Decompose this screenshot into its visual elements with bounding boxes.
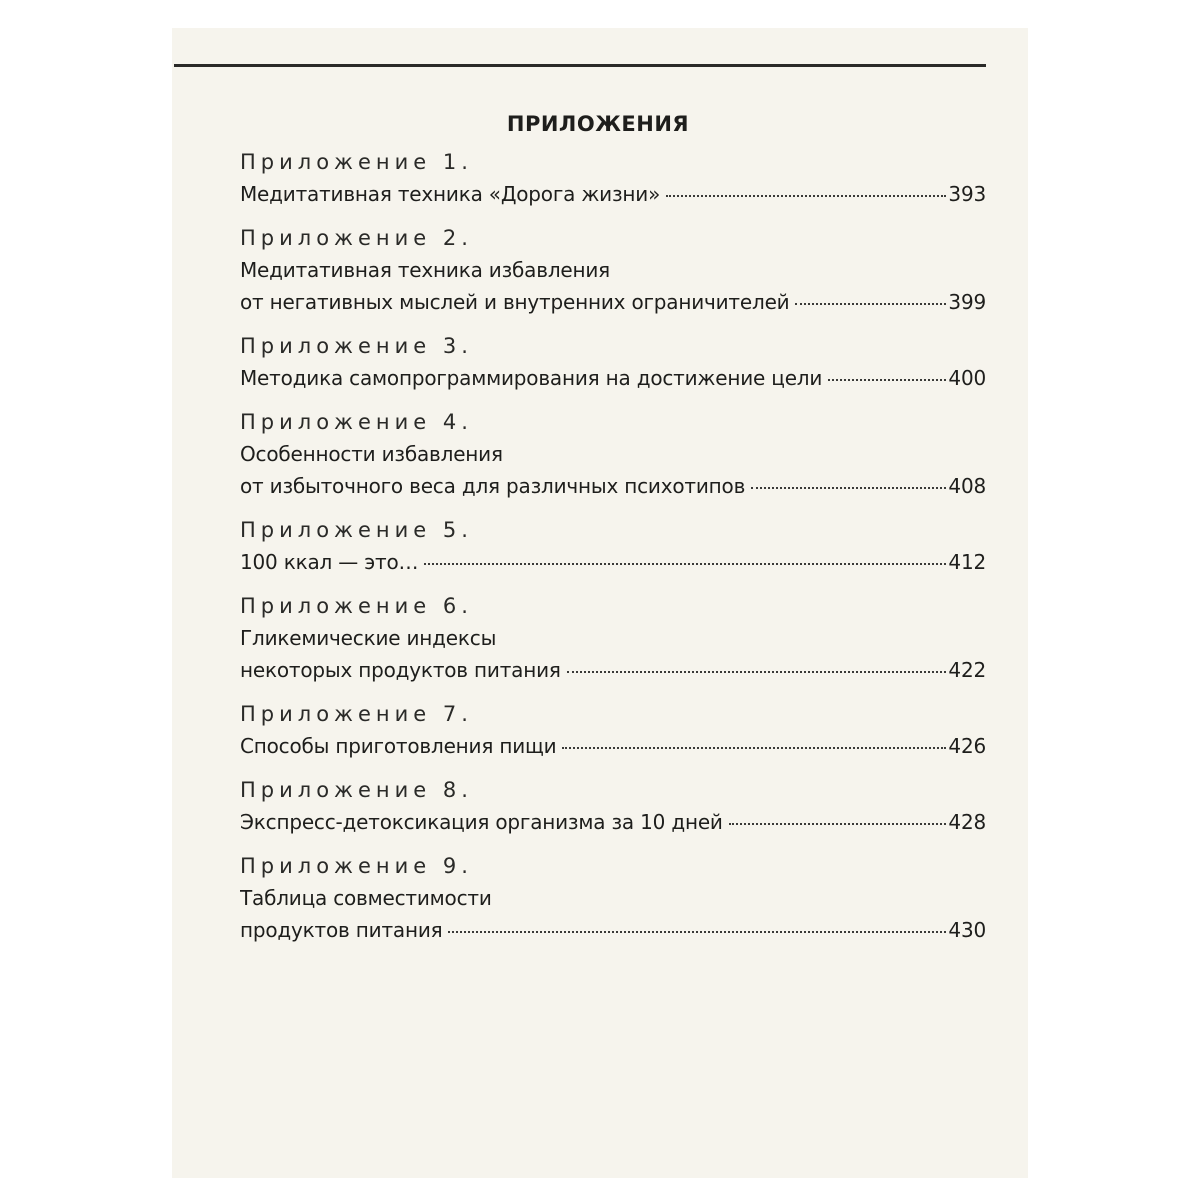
page-number: 399 <box>948 290 986 314</box>
toc-entry-9 <box>240 850 986 946</box>
dot-leader <box>567 671 947 673</box>
page-number: 412 <box>948 550 986 574</box>
entry-label: Приложение 9. <box>240 854 473 878</box>
dot-leader <box>828 379 946 381</box>
dot-leader <box>729 823 947 825</box>
page-number: 422 <box>948 658 986 682</box>
page-number: 393 <box>948 182 986 206</box>
entry-title: продуктов питания <box>240 918 443 942</box>
page-number: 426 <box>948 734 986 758</box>
toc-entry-1 <box>240 146 986 210</box>
toc-entry-6 <box>240 590 986 686</box>
entry-label: Приложение 1. <box>240 150 473 174</box>
toc-entry-2 <box>240 222 986 318</box>
entry-title-line <box>240 730 986 762</box>
entry-label: Приложение 5. <box>240 518 473 542</box>
entry-title: Способы приготовления пищи <box>240 734 557 758</box>
entry-title: от избыточного веса для различных психотипов <box>240 474 746 498</box>
entry-title-line: Гликемические индексы <box>240 626 497 650</box>
entry-title-line <box>240 362 986 394</box>
entry-title-line <box>240 806 986 838</box>
dot-leader <box>795 303 946 305</box>
entry-title-line: Медитативная техника избавления <box>240 258 611 282</box>
entry-label: Приложение 2. <box>240 226 473 250</box>
entry-label: Приложение 6. <box>240 594 473 618</box>
entry-title-line <box>240 546 986 578</box>
toc-content <box>240 108 986 946</box>
top-rule <box>174 64 986 67</box>
entry-label: Приложение 8. <box>240 778 473 802</box>
dot-leader <box>424 563 946 565</box>
dot-leader <box>448 931 946 933</box>
toc-entry-8 <box>240 774 986 838</box>
dot-leader <box>562 747 946 749</box>
entry-title: Экспресс-детоксикация организма за 10 дней <box>240 810 723 834</box>
dot-leader <box>751 487 946 489</box>
toc-entry-4 <box>240 406 986 502</box>
entry-title: 100 ккал — это… <box>240 550 419 574</box>
entry-label: Приложение 7. <box>240 702 473 726</box>
entry-title-line: Особенности избавления <box>240 442 503 466</box>
entry-title-line <box>240 178 986 210</box>
entry-title-line <box>240 470 986 502</box>
section-heading: ПРИЛОЖЕНИЯ <box>506 112 690 136</box>
page-number: 400 <box>948 366 986 390</box>
entry-title: некоторых продуктов питания <box>240 658 561 682</box>
entry-label: Приложение 4. <box>240 410 473 434</box>
entry-title: Медитативная техника «Дорога жизни» <box>240 182 661 206</box>
page-number: 428 <box>948 810 986 834</box>
page-number: 408 <box>948 474 986 498</box>
entry-title-line <box>240 914 986 946</box>
entry-label: Приложение 3. <box>240 334 473 358</box>
toc-entry-3 <box>240 330 986 394</box>
entry-title-line: Таблица совместимости <box>240 886 492 910</box>
entry-title: Методика самопрограммирования на достижение цели <box>240 366 823 390</box>
entry-title-line <box>240 286 986 318</box>
entry-title-line <box>240 654 986 686</box>
toc-entry-7 <box>240 698 986 762</box>
entry-title: от негативных мыслей и внутренних ограничителей <box>240 290 790 314</box>
dot-leader <box>666 195 946 197</box>
toc-entry-5 <box>240 514 986 578</box>
page-number: 430 <box>948 918 986 942</box>
